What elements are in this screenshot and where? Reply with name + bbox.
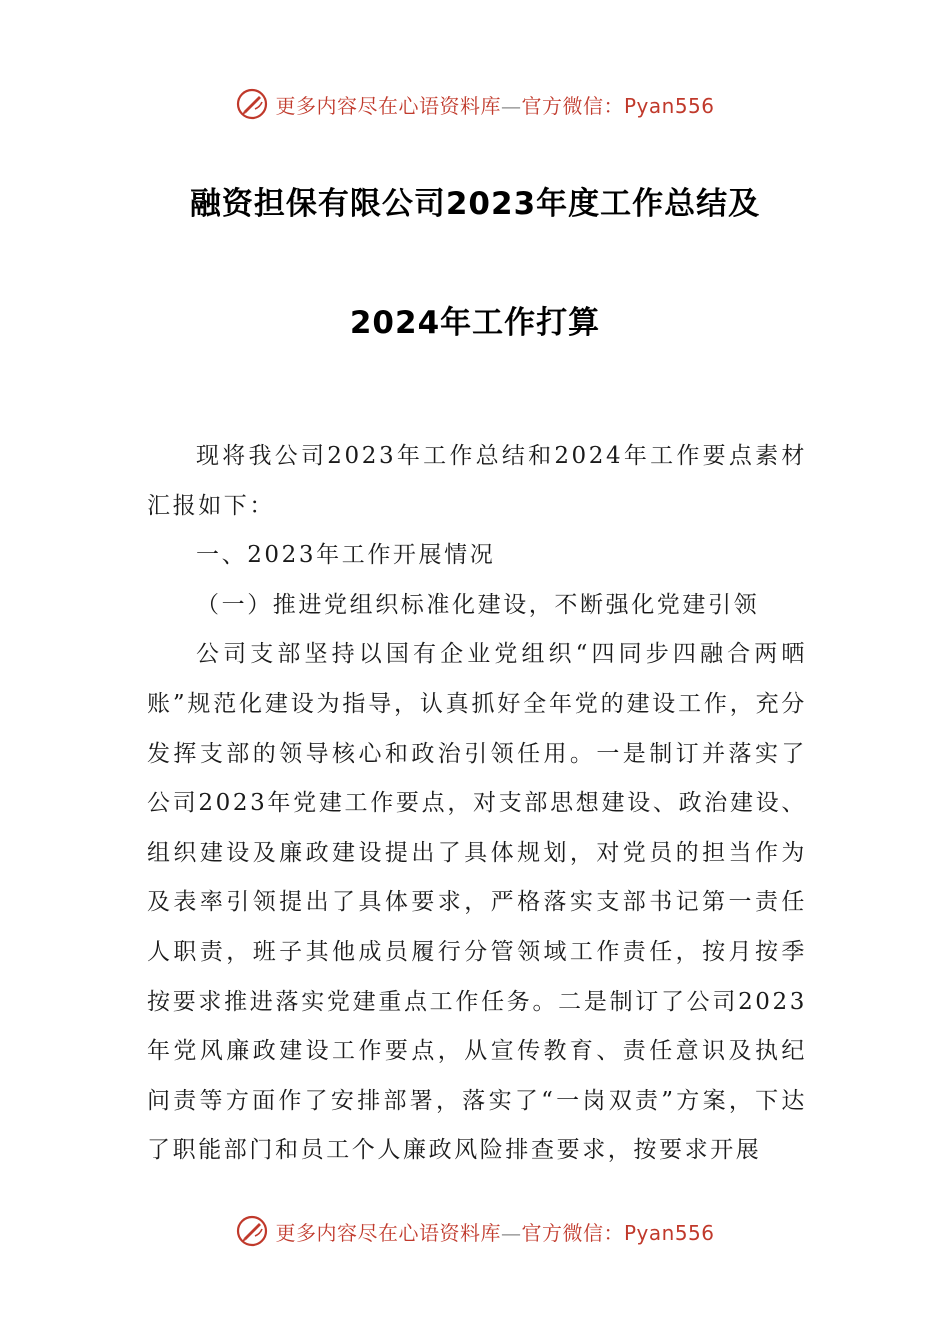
document-body [147, 432, 807, 1176]
subsection-heading: （一）推进党组织标准化建设，不断强化党建引领 [196, 591, 760, 618]
watermark-separator: — [500, 1220, 522, 1245]
watermark-banner-top [0, 84, 950, 124]
watermark-wechat-label: 官方微信： [521, 93, 624, 118]
pen-logo-icon [235, 1214, 269, 1248]
watermark-banner-bottom [0, 1211, 950, 1251]
watermark-site-name: 更多内容尽在心语资料库 [275, 1220, 501, 1245]
document-title-line-1: 融资担保有限公司2023年度工作总结及 [189, 186, 761, 222]
intro-paragraph: 现将我公司2023年工作总结和2024年工作要点素材汇报如下： [147, 443, 807, 519]
watermark-separator: — [500, 93, 522, 118]
document-title-line-2: 2024年工作打算 [349, 305, 601, 341]
watermark-text [275, 1217, 714, 1246]
watermark-site-name: 更多内容尽在心语资料库 [275, 93, 501, 118]
body-paragraph: 公司支部坚持以国有企业党组织“四同步四融合两晒账”规范化建设为指导，认真抓好全年党的建设工作，充分发挥支部的领导核心和政治引领任用。一是制订并落实了公司2023年党建工作要点，对支部思想建设、政治建设、组织建设及廉政建设提出了具体规划，对党员的担当作为及表率引领提出了具体要求，严格落实支部书记第一责任人职责，班子其他成员履行分管领域工作责任，按月按季按要求推进落实党建重点工作任务。二是制订了公司2023年党风廉政建设工作要点，从宣传教育、责任意识及执纪问责等方面作了安排部署，落实了“一岗双责”方案，下达了职能部门和员工个人廉政风险排查要求，按要求开展 [147, 641, 807, 1164]
section-heading: 一、2023年工作开展情况 [196, 542, 496, 569]
watermark-wechat-label: 官方微信： [521, 1220, 624, 1245]
pen-logo-icon [235, 87, 269, 121]
watermark-wechat-id: Pyan556 [623, 1220, 715, 1245]
watermark-text [275, 90, 714, 119]
watermark-wechat-id: Pyan556 [623, 93, 715, 118]
